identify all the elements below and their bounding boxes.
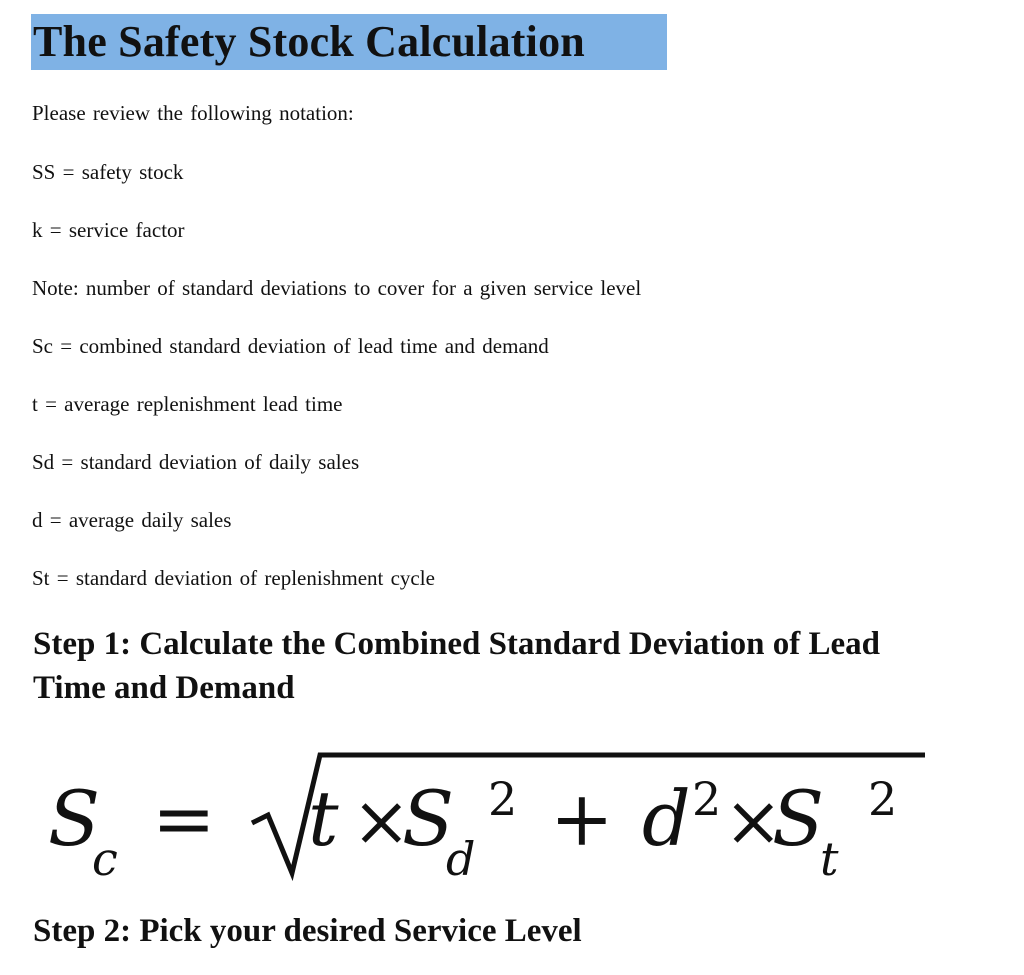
formula-sd-subscript: d <box>446 832 476 885</box>
formula-st-subscript: t <box>820 832 839 885</box>
formula-d-exponent: 2 <box>692 772 722 826</box>
combined-std-dev-formula <box>40 745 980 885</box>
step-2-heading: Step 2: Pick your desired Service Level <box>33 913 582 949</box>
formula-equals: = <box>152 774 216 863</box>
formula-sd-base: S <box>402 774 455 863</box>
intro-text: Please review the following notation: <box>32 101 354 125</box>
formula-times-2: × <box>724 780 783 862</box>
formula-plus: + <box>550 774 614 863</box>
notation-note: Note: number of standard deviations to cover for a given service level <box>32 276 642 300</box>
formula-sc-subscript: c <box>92 832 118 885</box>
notation-item-sc: Sc = combined standard deviation of lead time and demand <box>32 334 549 358</box>
formula-times-1: × <box>352 780 411 862</box>
formula-st-base: S <box>772 774 825 863</box>
formula-d: d <box>642 774 691 863</box>
formula-sd-exponent: 2 <box>488 772 518 826</box>
page-title: The Safety Stock Calculation <box>33 17 585 66</box>
step-1-heading-line-2: Time and Demand <box>33 670 295 706</box>
notation-item-ss: SS = safety stock <box>32 160 184 184</box>
formula-t: t <box>308 774 339 863</box>
notation-item-st: St = standard deviation of replenishment cycle <box>32 566 435 590</box>
notation-item-sd: Sd = standard deviation of daily sales <box>32 450 360 474</box>
formula-sc-base: S <box>48 774 101 863</box>
notation-item-t: t = average replenishment lead time <box>32 392 343 416</box>
notation-item-k: k = service factor <box>32 218 185 242</box>
notation-item-d: d = average daily sales <box>32 508 232 532</box>
step-1-heading-line-1: Step 1: Calculate the Combined Standard Deviation of Lead <box>33 626 881 662</box>
formula-st-exponent: 2 <box>868 772 898 826</box>
